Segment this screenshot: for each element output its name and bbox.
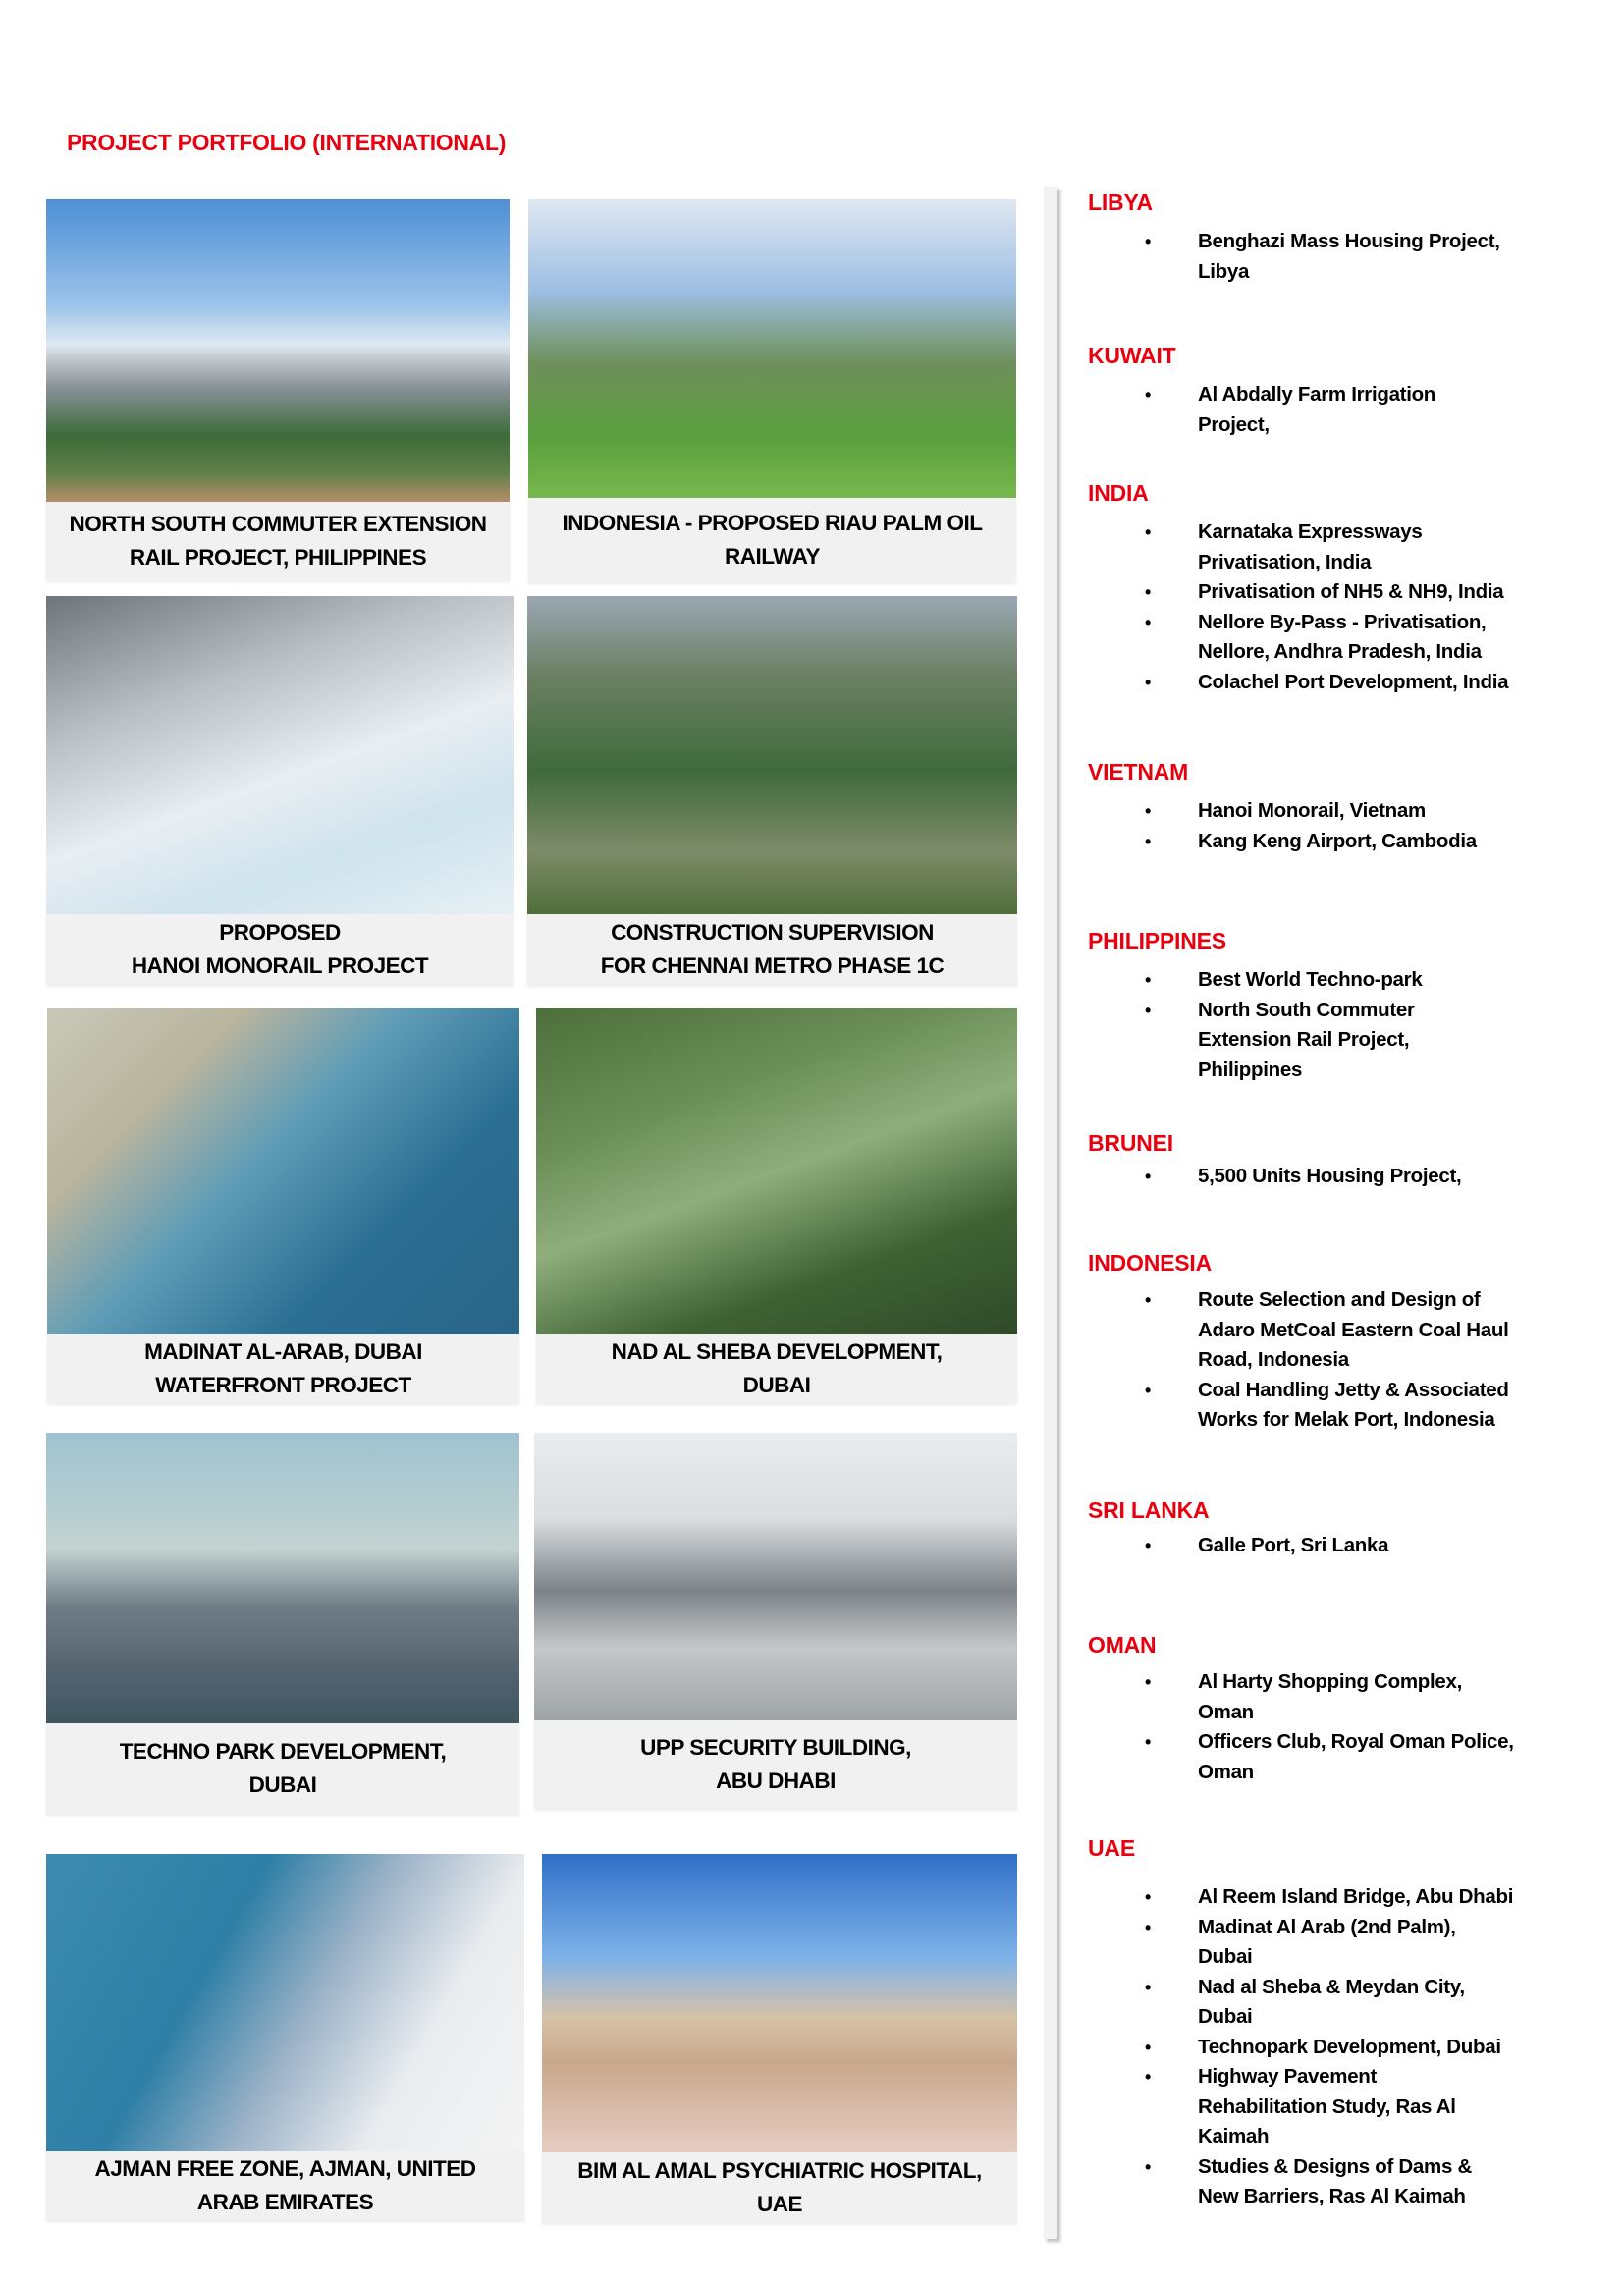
caption-line: RAILWAY: [725, 544, 820, 569]
region-india: [1088, 478, 1598, 697]
project-list-item: • 5,500 Units Housing Project,: [1088, 1162, 1598, 1192]
project-list-item: • Madinat Al Arab (2nd Palm), Dubai: [1088, 1913, 1598, 1973]
project-card-nad-al-sheba: [536, 1008, 1017, 1404]
region-heading: INDIA: [1088, 480, 1149, 506]
project-list-item: • Coal Handling Jetty & Associated Works for Melak Port, Indonesia: [1088, 1376, 1598, 1436]
caption-line: DUBAI: [248, 1772, 317, 1797]
region-heading: PHILIPPINES: [1088, 928, 1226, 953]
project-caption: [46, 1723, 519, 1814]
caption-line: UAE: [756, 2192, 802, 2216]
project-photo-train: [46, 199, 510, 502]
project-photo-metro: [527, 596, 1017, 914]
project-photo-racecourse: [536, 1008, 1017, 1334]
project-caption: [534, 1720, 1017, 1809]
project-list-item: • Technopark Development, Dubai: [1088, 2033, 1598, 2063]
project-caption: [542, 2152, 1017, 2223]
project-list-item: • Al Abdally Farm Irrigation Project,: [1088, 380, 1598, 440]
caption-line: PROPOSED: [219, 920, 341, 945]
project-caption: [46, 502, 510, 580]
region-oman: [1088, 1630, 1598, 1787]
project-list-item: • Colachel Port Development, India: [1088, 668, 1598, 698]
project-photo-skyline: [46, 1433, 519, 1723]
caption-line: RAIL PROJECT, PHILIPPINES: [129, 545, 427, 570]
project-list-item: • Officers Club, Royal Oman Police, Oman: [1088, 1727, 1598, 1787]
region-heading: UAE: [1088, 1835, 1135, 1861]
project-photo-office-building: [534, 1433, 1017, 1720]
caption-line: UPP SECURITY BUILDING,: [640, 1735, 911, 1760]
project-list-item: • Karnataka Expressways Privatisation, India: [1088, 517, 1598, 577]
project-list-item: • North South Commuter Extension Rail Project, Philippines: [1088, 996, 1598, 1086]
project-list-item: • Benghazi Mass Housing Project, Libya: [1088, 227, 1598, 287]
caption-line: TECHNO PARK DEVELOPMENT,: [119, 1739, 447, 1764]
region-heading: LIBYA: [1088, 190, 1153, 215]
project-card-riau-railway: [528, 199, 1016, 583]
project-card-ajman-free-zone: [46, 1854, 524, 2221]
caption-line: NAD AL SHEBA DEVELOPMENT,: [611, 1339, 943, 1364]
caption-line: HANOI MONORAIL PROJECT: [131, 953, 429, 978]
region-vietnam: [1088, 757, 1598, 856]
project-list-item: • Kang Keng Airport, Cambodia: [1088, 827, 1598, 857]
column-divider: [1044, 187, 1057, 2239]
project-card-north-south-commuter: [46, 199, 510, 583]
project-caption: [46, 914, 514, 985]
project-list-item: • Highway Pavement Rehabilitation Study, Ras Al Kaimah: [1088, 2062, 1598, 2152]
project-card-techno-park: [46, 1433, 519, 1815]
project-card-hanoi-monorail: [46, 596, 514, 986]
project-photo-palm-island: [47, 1008, 519, 1334]
caption-line: CONSTRUCTION SUPERVISION: [611, 920, 934, 945]
region-kuwait: [1088, 341, 1598, 440]
project-list-item: • Hanoi Monorail, Vietnam: [1088, 796, 1598, 827]
project-photo-hospital: [542, 1854, 1017, 2152]
project-photo-monorail: [46, 596, 514, 914]
project-caption: [527, 914, 1017, 985]
caption-line: AJMAN FREE ZONE, AJMAN, UNITED: [94, 2156, 476, 2181]
caption-line: ARAB EMIRATES: [196, 2190, 374, 2214]
project-list-item: • Nellore By-Pass - Privatisation, Nellore, Andhra Pradesh, India: [1088, 608, 1598, 668]
caption-line: WATERFRONT PROJECT: [155, 1373, 411, 1397]
region-heading: OMAN: [1088, 1632, 1157, 1658]
region-heading: BRUNEI: [1088, 1130, 1173, 1156]
region-indonesia: [1088, 1248, 1598, 1436]
project-list-item: • Al Reem Island Bridge, Abu Dhabi: [1088, 1882, 1598, 1913]
project-list-item: • Best World Techno-park: [1088, 965, 1598, 996]
project-photo-free-zone: [46, 1854, 524, 2151]
project-card-chennai-metro: [527, 596, 1017, 986]
project-photo-locomotive: [528, 199, 1016, 498]
region-heading: SRI LANKA: [1088, 1497, 1210, 1523]
project-card-madinat-al-arab: [47, 1008, 519, 1404]
caption-line: NORTH SOUTH COMMUTER EXTENSION: [69, 512, 487, 536]
project-list-item: • Studies & Designs of Dams & New Barriers, Ras Al Kaimah: [1088, 2152, 1598, 2212]
region-brunei: [1088, 1128, 1598, 1192]
project-caption: [528, 498, 1016, 582]
project-card-bim-al-amal: [542, 1854, 1017, 2223]
region-heading: INDONESIA: [1088, 1250, 1212, 1276]
project-list-item: • Galle Port, Sri Lanka: [1088, 1531, 1598, 1561]
region-heading: KUWAIT: [1088, 343, 1176, 368]
caption-line: FOR CHENNAI METRO PHASE 1C: [600, 953, 945, 978]
project-list-item: • Nad al Sheba & Meydan City, Dubai: [1088, 1973, 1598, 2033]
caption-line: ABU DHABI: [716, 1768, 836, 1793]
region-libya: [1088, 188, 1598, 287]
project-card-upp-security: [534, 1433, 1017, 1811]
project-list-item: • Al Harty Shopping Complex, Oman: [1088, 1667, 1598, 1727]
region-sri-lanka: [1088, 1496, 1598, 1561]
caption-line: DUBAI: [742, 1373, 811, 1397]
caption-line: BIM AL AMAL PSYCHIATRIC HOSPITAL,: [577, 2158, 982, 2183]
region-heading: VIETNAM: [1088, 759, 1189, 785]
project-list-item: • Route Selection and Design of Adaro MetCoal Eastern Coal Haul Road, Indonesia: [1088, 1285, 1598, 1376]
region-uae: [1088, 1833, 1598, 2212]
page-title: PROJECT PORTFOLIO (INTERNATIONAL): [67, 130, 507, 155]
project-caption: [47, 1334, 519, 1403]
project-list-item: • Privatisation of NH5 & NH9, India: [1088, 577, 1598, 608]
caption-line: INDONESIA - PROPOSED RIAU PALM OIL: [562, 511, 983, 535]
region-philippines: [1088, 926, 1598, 1085]
caption-line: MADINAT AL-ARAB, DUBAI: [144, 1339, 422, 1364]
project-caption: [46, 2151, 524, 2220]
project-caption: [536, 1334, 1017, 1403]
